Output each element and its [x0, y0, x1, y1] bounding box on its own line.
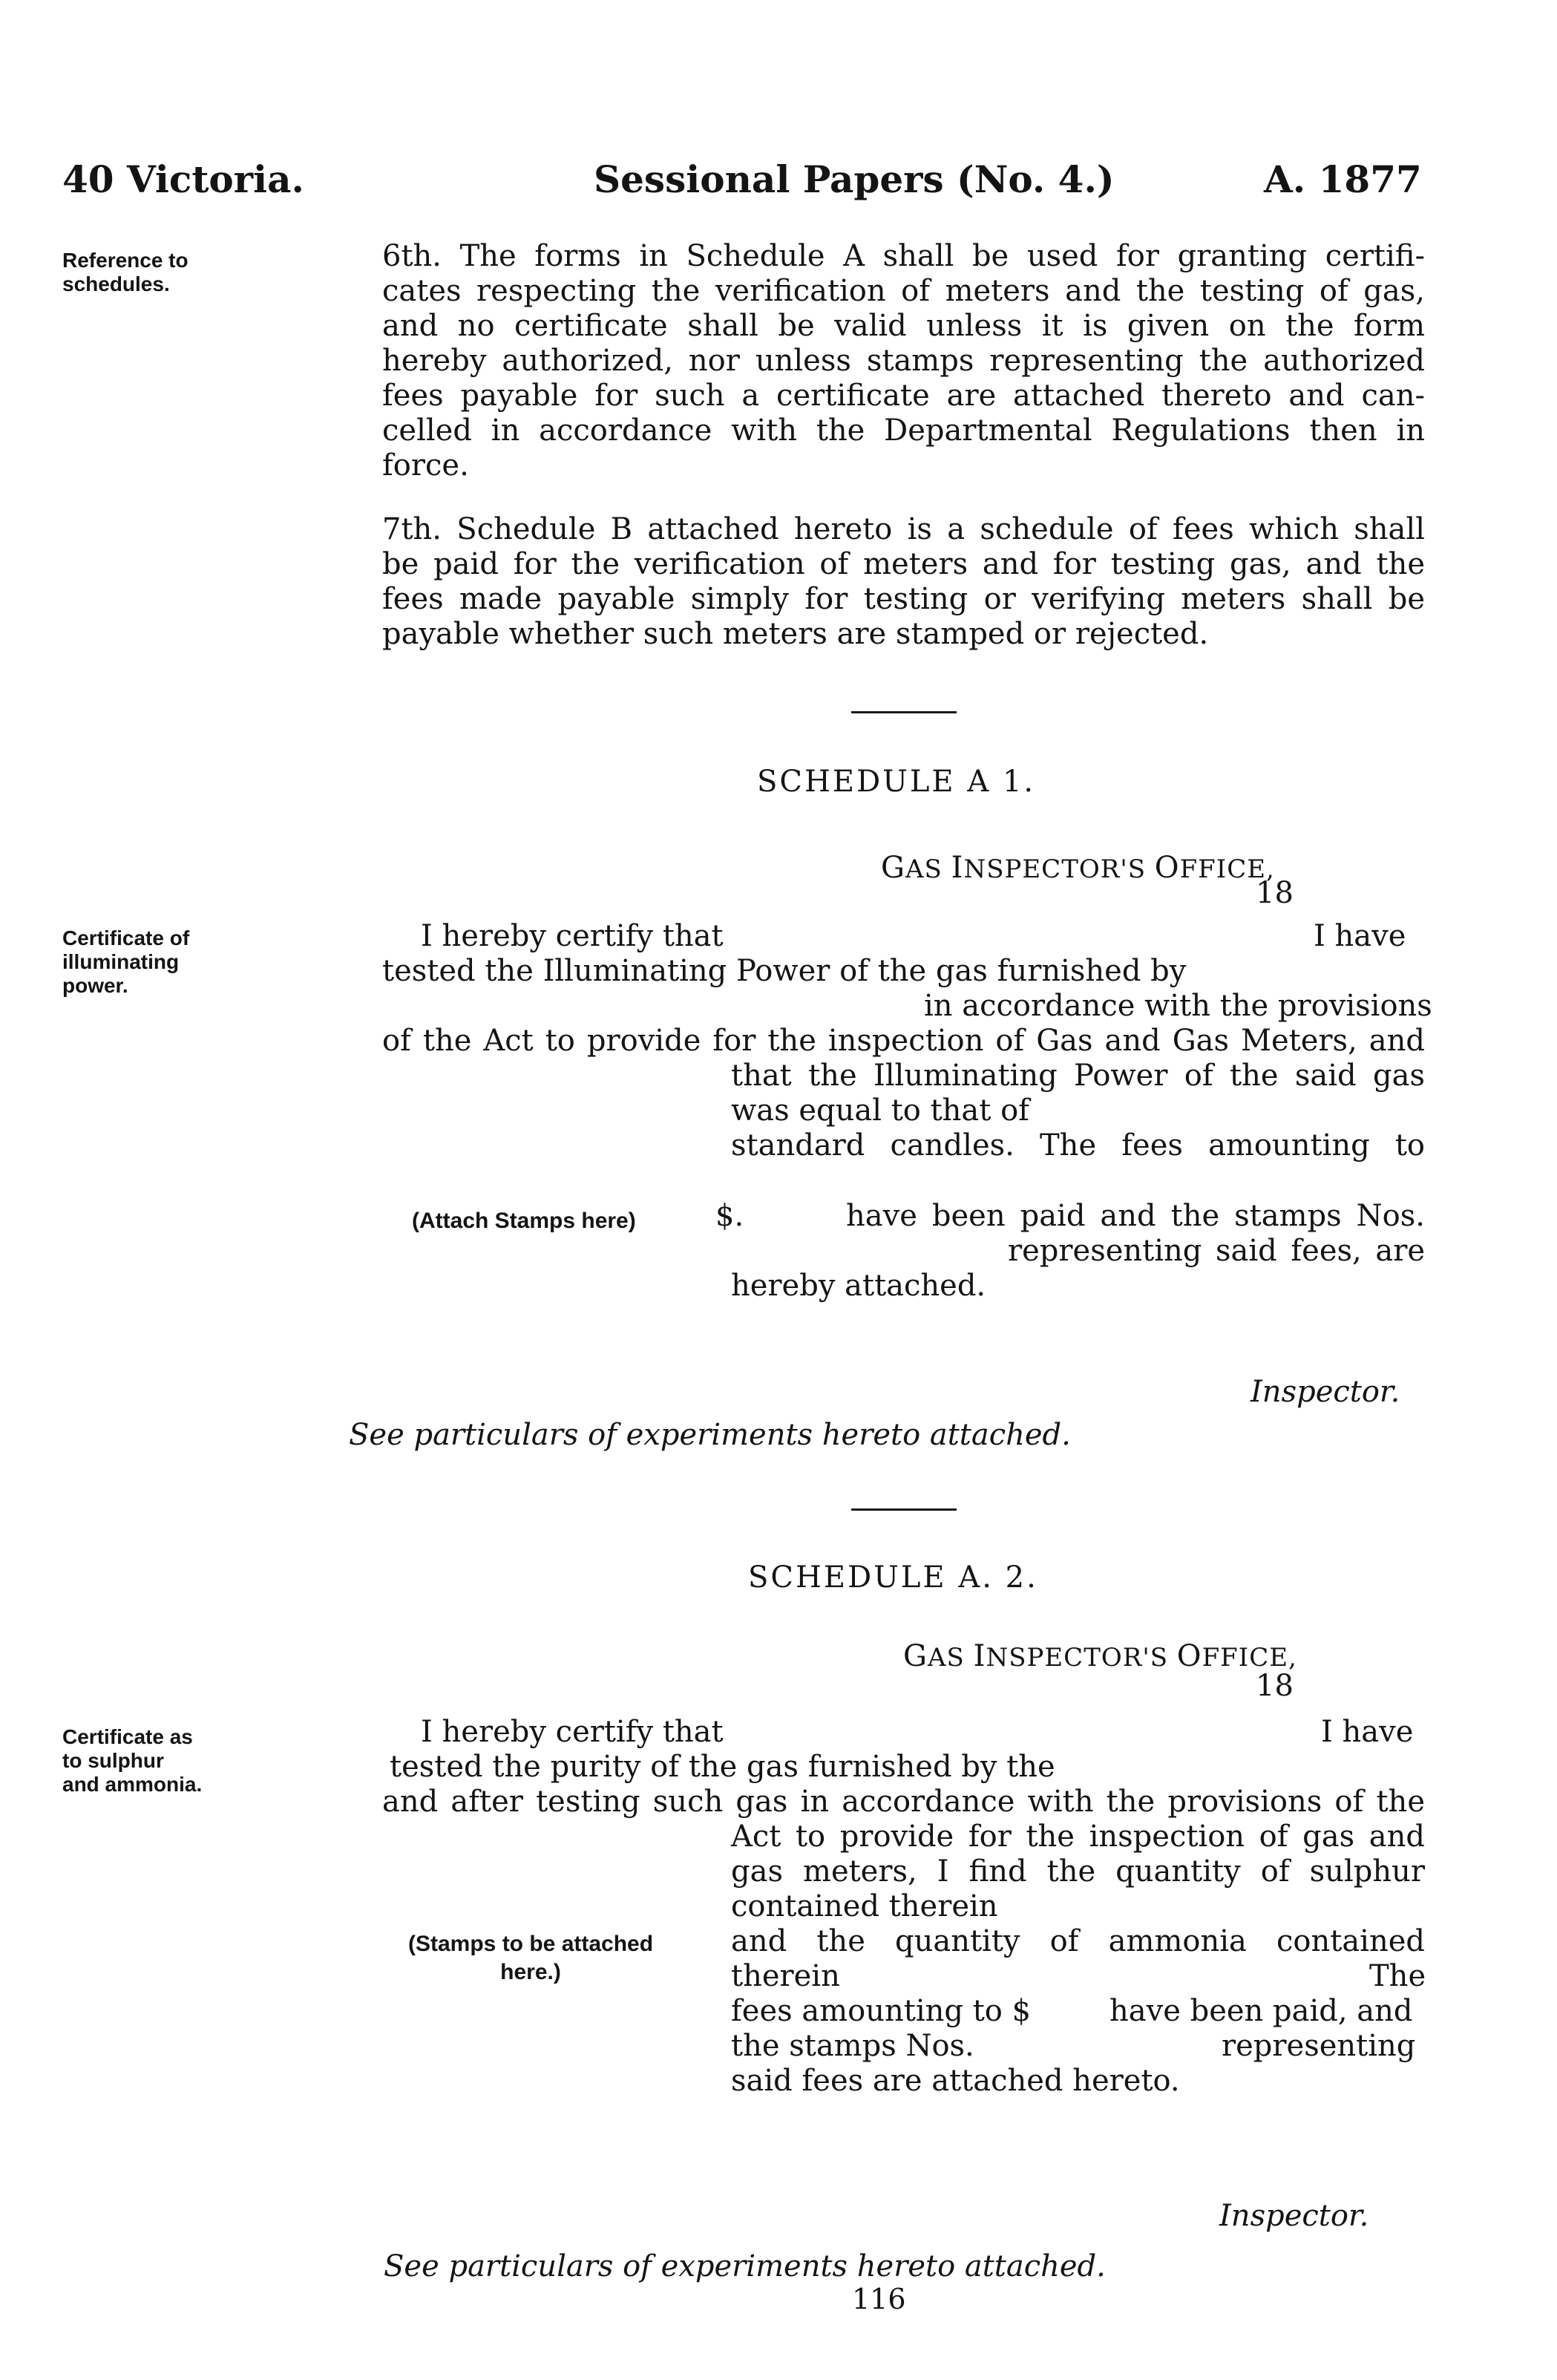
- schedule-a2-title: SCHEDULE A. 2.: [748, 1560, 1038, 1595]
- inspector-signature-label: Inspector.: [1219, 2199, 1369, 2233]
- text-line: fees amounting to $: [731, 1994, 1032, 2028]
- paid-line: have been paid and the stamps Nos.: [846, 1199, 1425, 1233]
- text-line: gas meters, I find the quantity of sulphur: [731, 1854, 1425, 1889]
- text-line: force.: [382, 448, 469, 483]
- text-line-block: of the Act to provide for the inspection of Gas and Gas Meters, and: [382, 1024, 1425, 1058]
- schedule-a1-title: SCHEDULE A 1.: [757, 765, 1036, 799]
- schedule-a2-office: GAS INSPECTOR'S OFFICE,: [903, 1639, 1297, 1673]
- text-line: 6th. The forms in Schedule A shall be used for granting certifi-: [382, 239, 1425, 273]
- particulars-note: See particulars of experiments hereto attached.: [349, 1418, 1071, 1452]
- certify-have: I have: [1314, 919, 1406, 953]
- stamps-attached-label: (Stamps to be attached here.): [408, 1932, 654, 1984]
- representing-line: representing said fees, are: [1008, 1234, 1425, 1268]
- certify-have: I have: [1321, 1715, 1414, 1749]
- text-line: that the Illuminating Power of the said gas: [731, 1059, 1425, 1093]
- dollar-sign: $.: [715, 1199, 744, 1233]
- inspector-signature-label: Inspector.: [1250, 1375, 1400, 1409]
- certificate-column: [731, 1059, 1425, 1163]
- schedule-a1-office: GAS INSPECTOR'S OFFICE,: [881, 851, 1275, 885]
- text-line: in accordance with the provisions: [924, 989, 1432, 1023]
- text-line: and no certificate shall be valid unless it is given on the form: [382, 309, 1425, 343]
- schedule-a1-year: 18: [1256, 876, 1294, 910]
- text-line: therein: [731, 1959, 840, 1993]
- attach-stamps-label: (Attach Stamps here): [412, 1209, 636, 1233]
- text-line: standard candles. The fees amounting to: [731, 1128, 1425, 1163]
- section-6: [382, 239, 1425, 483]
- text-line: representing: [1222, 2029, 1416, 2063]
- text-line: and the quantity of ammonia contained: [731, 1924, 1425, 1958]
- text-line: celled in accordance with the Departmental Regulations then in: [382, 413, 1425, 448]
- text-line: have been paid, and: [1109, 1994, 1413, 2028]
- text-line: said fees are attached hereto.: [731, 2064, 1180, 2098]
- text-line: was equal to that of: [731, 1093, 1029, 1128]
- page-number: 116: [852, 2283, 906, 2315]
- text-line: cates respecting the verification of meters and the testing of gas,: [382, 274, 1425, 308]
- text-line: fees made payable simply for testing or verifying meters shall be: [382, 582, 1425, 616]
- certify-text: I hereby certify that: [421, 1715, 724, 1749]
- text-line: be paid for the verification of meters and for testing gas, and the: [382, 547, 1425, 581]
- section-divider: [851, 1508, 957, 1511]
- margin-note-certificate-power: Certificate of illuminating power.: [62, 926, 190, 997]
- header-volume: 40 Victoria.: [62, 157, 304, 201]
- margin-note-certificate-sulphur: Certificate as to sulphur and ammonia.: [62, 1725, 203, 1796]
- text-line-block: and after testing such gas in accordance with the provisions of the: [382, 1785, 1425, 1819]
- text-line: the stamps Nos.: [731, 2029, 974, 2063]
- text-line: tested the purity of the gas furnished by the: [390, 1750, 1055, 1784]
- text-line: payable whether such meters are stamped or rejected.: [382, 617, 1209, 651]
- section-7: [382, 512, 1425, 652]
- margin-note-reference: Reference to schedules.: [62, 249, 189, 295]
- text-line: fees payable for such a certificate are attached thereto and can-: [382, 379, 1425, 413]
- certify-text: I hereby certify that: [421, 919, 724, 953]
- text-line: The: [1369, 1959, 1426, 1993]
- text-line: Act to provide for the inspection of gas and: [731, 1820, 1425, 1854]
- header-series-title: Sessional Papers (No. 4.): [594, 157, 1115, 201]
- header-year: A. 1877: [1264, 157, 1422, 201]
- text-line: hereby attached.: [731, 1269, 986, 1303]
- schedule-a2-year: 18: [1256, 1669, 1294, 1703]
- certificate-column: [731, 1820, 1425, 1959]
- text-line: 7th. Schedule B attached hereto is a schedule of fees which shall: [382, 512, 1425, 546]
- text-line: tested the Illuminating Power of the gas furnished by: [382, 954, 1187, 988]
- text-line: contained therein: [731, 1889, 998, 1923]
- text-line: hereby authorized, nor unless stamps representing the authorized: [382, 344, 1425, 378]
- section-divider: [851, 711, 957, 713]
- particulars-note: See particulars of experiments hereto attached.: [384, 2249, 1106, 2283]
